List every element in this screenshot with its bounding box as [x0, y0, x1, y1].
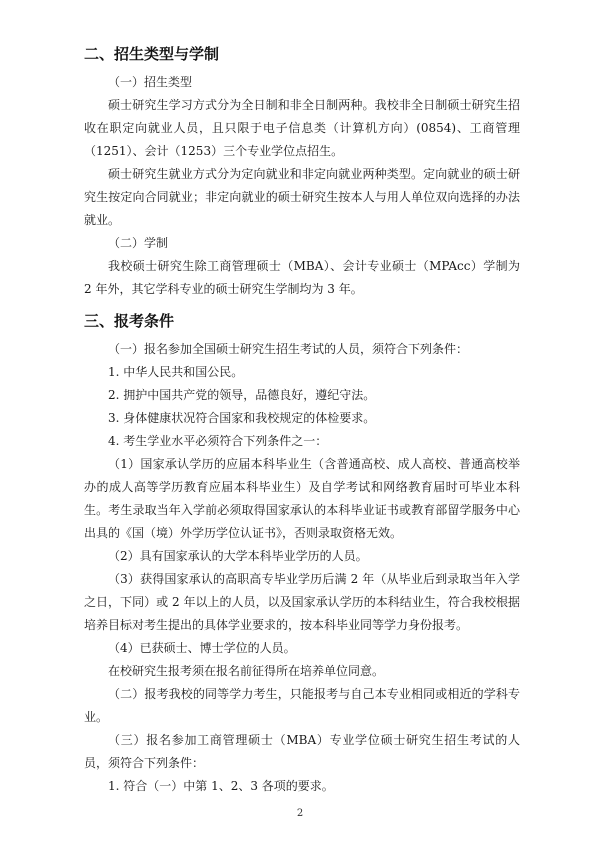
condition-mba: （三）报名参加工商管理硕士（MBA）专业学位硕士研究生招生考试的人员，须符合下列条件：: [84, 733, 520, 770]
sub-item-degree-holders: （4）已获硕士、博士学位的人员。: [108, 641, 296, 655]
note-current-students: 在校研究生报考须在报名前征得所在培养单位同意。: [108, 664, 385, 678]
list-item-health: 3. 身体健康状况符合国家和我校规定的体检要求。: [108, 411, 376, 425]
condition-equivalent: （二）报考我校的同等学力考生，只能报考与自己本专业相同或相近的学科专业。: [84, 687, 520, 724]
list-item-conduct: 2. 拥护中国共产党的领导，品德良好，遵纪守法。: [108, 388, 376, 402]
paragraph-employment-types: 硕士研究生就业方式分为定向就业和非定向就业两种类型。定向就业的硕士研究生按定向合同就业；非定向就业的硕士研究生按本人与用人单位双向选择的办法就业。: [84, 167, 520, 227]
page-content: [84, 44, 520, 798]
condition-general-exam: （一）报名参加全国硕士研究生招生考试的人员，须符合下列条件：: [108, 342, 469, 356]
sub-item-graduates: （1）国家承认学历的应届本科毕业生（含普通高校、成人高校、普通高校举办的成人高等学历教育应届本科毕业生）及自学考试和网络教育届时可毕业本科生。考生录取当年入学前必须取得国家承认的本科毕业证书或教育部留学服务中心出具的《国（境）外学历学位认证书》，否则录取资格无效。: [84, 457, 520, 540]
page-number: 2: [296, 808, 304, 819]
section-heading-eligibility: 三、报考条件: [84, 312, 175, 330]
list-item-mba-requirement: 1. 符合（一）中第 1、2、3 各项的要求。: [108, 779, 334, 793]
section-heading-enrollment-types: 二、招生类型与学制: [84, 45, 220, 63]
list-item-citizen: 1. 中华人民共和国公民。: [108, 365, 244, 379]
sub-item-vocational: （3）获得国家承认的高职高专毕业学历后满 2 年（从毕业后到录取当年入学之日，下同）或 2 年以上的人员，以及国家承认学历的本科结业生，符合我校根据培养目标对考生提出的具体学业要求的，按本科毕业同等学力身份报考。: [84, 572, 520, 632]
paragraph-duration: 我校硕士研究生除工商管理硕士（MBA）、会计专业硕士（MPAcc）学制为 2 年外，其它学科专业的硕士研究生学制均为 3 年。: [84, 259, 520, 296]
subheading-enrollment-type: （一）招生类型: [108, 75, 193, 89]
sub-item-bachelor: （2）具有国家承认的大学本科毕业学历的人员。: [108, 549, 368, 563]
paragraph-study-modes: 硕士研究生学习方式分为全日制和非全日制两种。我校非全日制硕士研究生招收在职定向就业人员，且只限于电子信息类（计算机方向）(0854)、工商管理（1251）、会计（1253）三个专业学位点招生。: [84, 98, 520, 158]
subheading-duration: （二）学制: [108, 236, 169, 250]
list-item-academic-level: 4. 考生学业水平必须符合下列条件之一：: [108, 434, 328, 448]
